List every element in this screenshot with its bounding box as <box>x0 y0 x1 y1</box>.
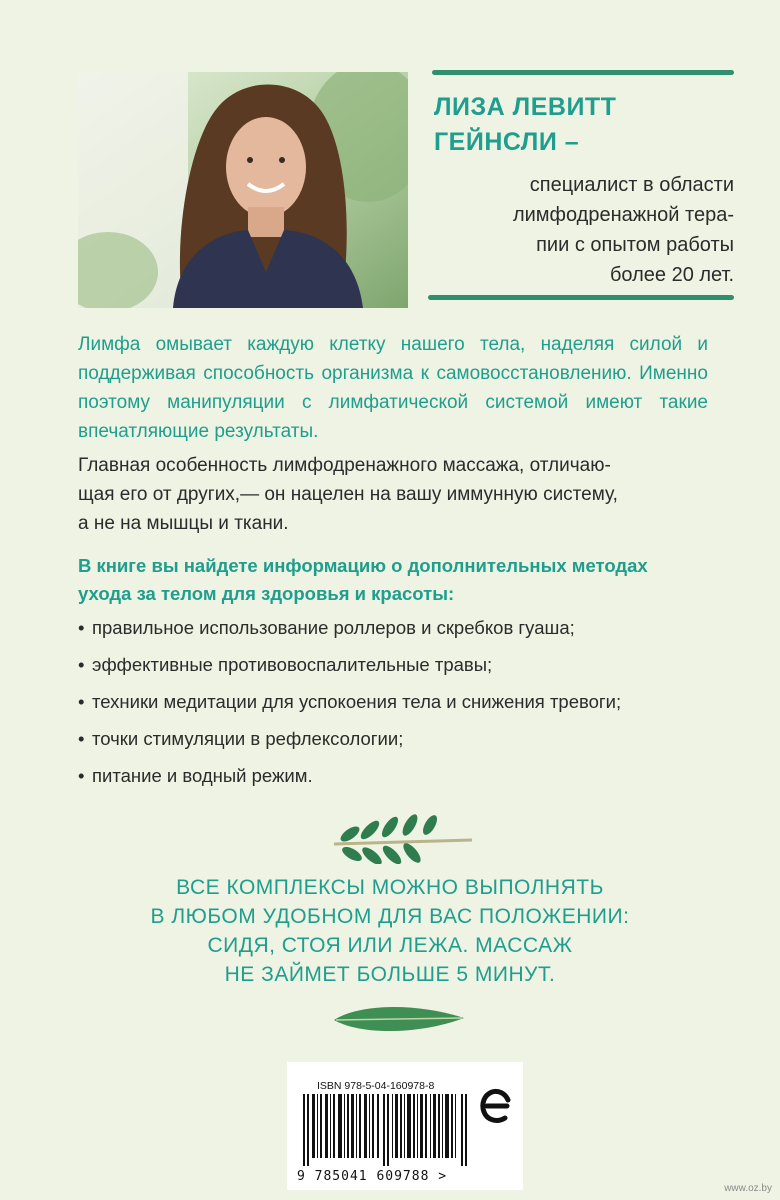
closing-line-3: СИДЯ, СТОЯ ИЛИ ЛЕЖА. МАССАЖ <box>207 934 573 957</box>
publisher-logo-icon <box>478 1088 514 1124</box>
bullet-icon: • <box>78 654 85 675</box>
watermark: www.oz.by <box>724 1183 772 1194</box>
info-line-2: ухода за телом для здоровья и красоты: <box>78 583 455 604</box>
feature-line-3: а не на мышцы и ткани. <box>78 513 289 534</box>
list-item <box>78 727 728 764</box>
top-rule <box>432 70 734 75</box>
closing-statement <box>0 873 780 989</box>
list-item <box>78 690 728 727</box>
bottom-rule <box>428 295 734 300</box>
barcode-icon <box>303 1094 473 1166</box>
list-item-text: техники медитации для успокоения тела и снижения тревоги; <box>92 691 622 712</box>
info-heading <box>78 552 718 608</box>
intro-paragraph: Лимфа омывает каждую клетку нашего тела, наделяя силой и поддерживая способность организма к самовосстановлению. Именно поэтому манипуляции с лимфатической системой имеют такие впечатляющие результаты. <box>78 334 708 442</box>
feature-paragraph <box>78 451 708 538</box>
author-desc-line-1: специалист в области <box>529 174 734 196</box>
feature-line-2: щая его от других,— он нацелен на вашу иммунную систему, <box>78 484 618 505</box>
isbn-label: ISBN 978-5-04-160978-8 <box>317 1080 435 1092</box>
feature-line-1: Главная особенность лимфодренажного массажа, отличаю- <box>78 455 611 476</box>
closing-line-4: НЕ ЗАЙМЕТ БОЛЬШЕ 5 МИНУТ. <box>224 963 556 986</box>
leaf-icon <box>332 1002 467 1038</box>
bullet-icon: • <box>78 728 85 749</box>
author-desc-line-3: пии с опытом работы <box>536 234 734 256</box>
list-item <box>78 653 728 690</box>
list-item-text: правильное использование роллеров и скребков гуаша; <box>92 617 575 638</box>
author-description <box>434 170 734 290</box>
author-photo <box>78 72 408 308</box>
author-desc-line-2: лимфодренажной тера- <box>512 204 734 226</box>
bullet-icon: • <box>78 617 85 638</box>
author-name <box>434 90 734 160</box>
barcode-digits: 9 785041 609788 > <box>297 1169 448 1184</box>
leaf-branch-icon <box>330 812 476 864</box>
list-item <box>78 616 728 653</box>
closing-line-2: В ЛЮБОМ УДОБНОМ ДЛЯ ВАС ПОЛОЖЕНИИ: <box>150 905 630 928</box>
feature-bullet-list <box>78 616 728 801</box>
author-name-line-2: ГЕЙНСЛИ – <box>434 128 580 156</box>
list-item-text: питание и водный режим. <box>92 765 313 786</box>
bullet-icon: • <box>78 691 85 712</box>
info-line-1: В книге вы найдете информацию о дополнительных методах <box>78 555 648 576</box>
list-item-text: эффективные противовоспалительные травы; <box>92 654 493 675</box>
author-name-line-1: ЛИЗА ЛЕВИТТ <box>434 93 617 121</box>
author-photo-illustration <box>78 72 408 308</box>
list-item <box>78 764 728 801</box>
bullet-icon: • <box>78 765 85 786</box>
list-item-text: точки стимуляции в рефлексологии; <box>92 728 404 749</box>
author-desc-line-4: более 20 лет. <box>609 264 734 286</box>
closing-line-1: ВСЕ КОМПЛЕКСЫ МОЖНО ВЫПОЛНЯТЬ <box>176 876 604 899</box>
isbn-block <box>287 1062 523 1190</box>
